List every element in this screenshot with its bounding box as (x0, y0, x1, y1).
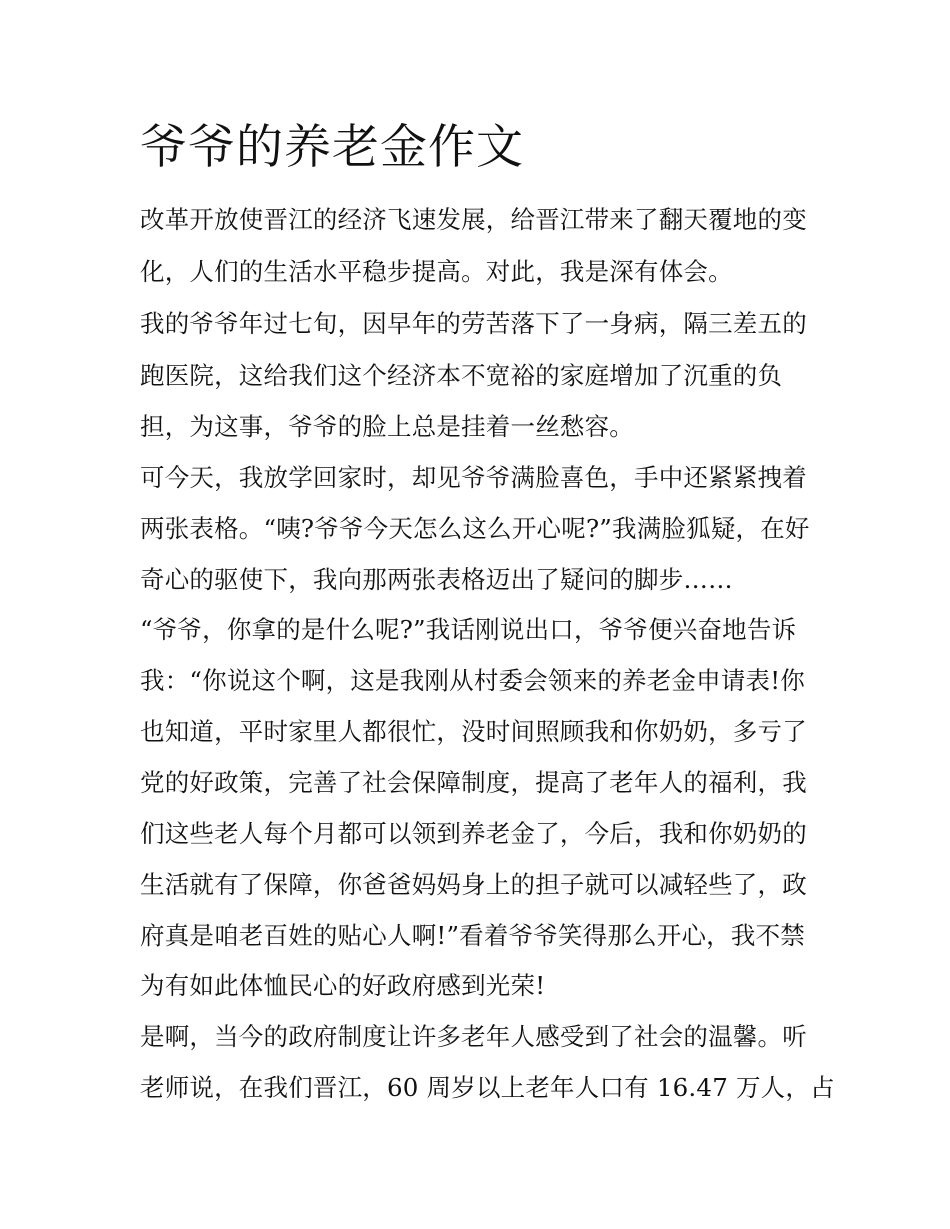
body-line: 老师说，在我们晋江，60 周岁以上老年人口有 16.47 万人，占 (140, 1073, 835, 1102)
body-line: 奇心的驱使下，我向那两张表格迈出了疑问的脚步…… (140, 565, 733, 594)
body-line: 也知道，平时家里人都很忙，没时间照顾我和你奶奶，多亏了 (140, 717, 807, 746)
document-title: 爷爷的养老金作文 (140, 120, 524, 175)
body-line: 我的爷爷年过七旬，因早年的劳苦落下了一身病，隔三差五的 (140, 309, 807, 338)
body-line: 我：“你说这个啊，这是我刚从村委会领来的养老金申请表!你 (140, 666, 805, 695)
body-line: 党的好政策，完善了社会保障制度，提高了老年人的福利，我 (140, 768, 807, 797)
body-line: 化，人们的生活水平稳步提高。对此，我是深有体会。 (140, 257, 733, 286)
body-line: 担，为这事，爷爷的脸上总是挂着一丝愁容。 (140, 412, 634, 441)
body-line: 可今天，我放学回家时，却见爷爷满脸喜色，手中还紧紧拽着 (140, 463, 807, 492)
body-line: 生活就有了保障，你爸爸妈妈身上的担子就可以减轻些了，政 (140, 870, 807, 899)
body-line: “爷爷，你拿的是什么呢?”我话刚说出口，爷爷便兴奋地告诉 (140, 615, 797, 644)
body-line: 改革开放使晋江的经济飞速发展，给晋江带来了翻天覆地的变 (140, 205, 807, 234)
body-line: 为有如此体恤民心的好政府感到光荣! (140, 971, 546, 1000)
body-line: 府真是咱老百姓的贴心人啊!”看着爷爷笑得那么开心，我不禁 (140, 921, 805, 950)
body-line: 是啊，当今的政府制度让许多老年人感受到了社会的温馨。听 (140, 1022, 807, 1051)
body-line: 两张表格。“咦?爷爷今天怎么这么开心呢?”我满脸狐疑，在好 (140, 514, 810, 543)
body-line: 跑医院，这给我们这个经济本不宽裕的家庭增加了沉重的负 (140, 361, 783, 390)
body-line: 们这些老人每个月都可以领到养老金了，今后，我和你奶奶的 (140, 819, 807, 848)
